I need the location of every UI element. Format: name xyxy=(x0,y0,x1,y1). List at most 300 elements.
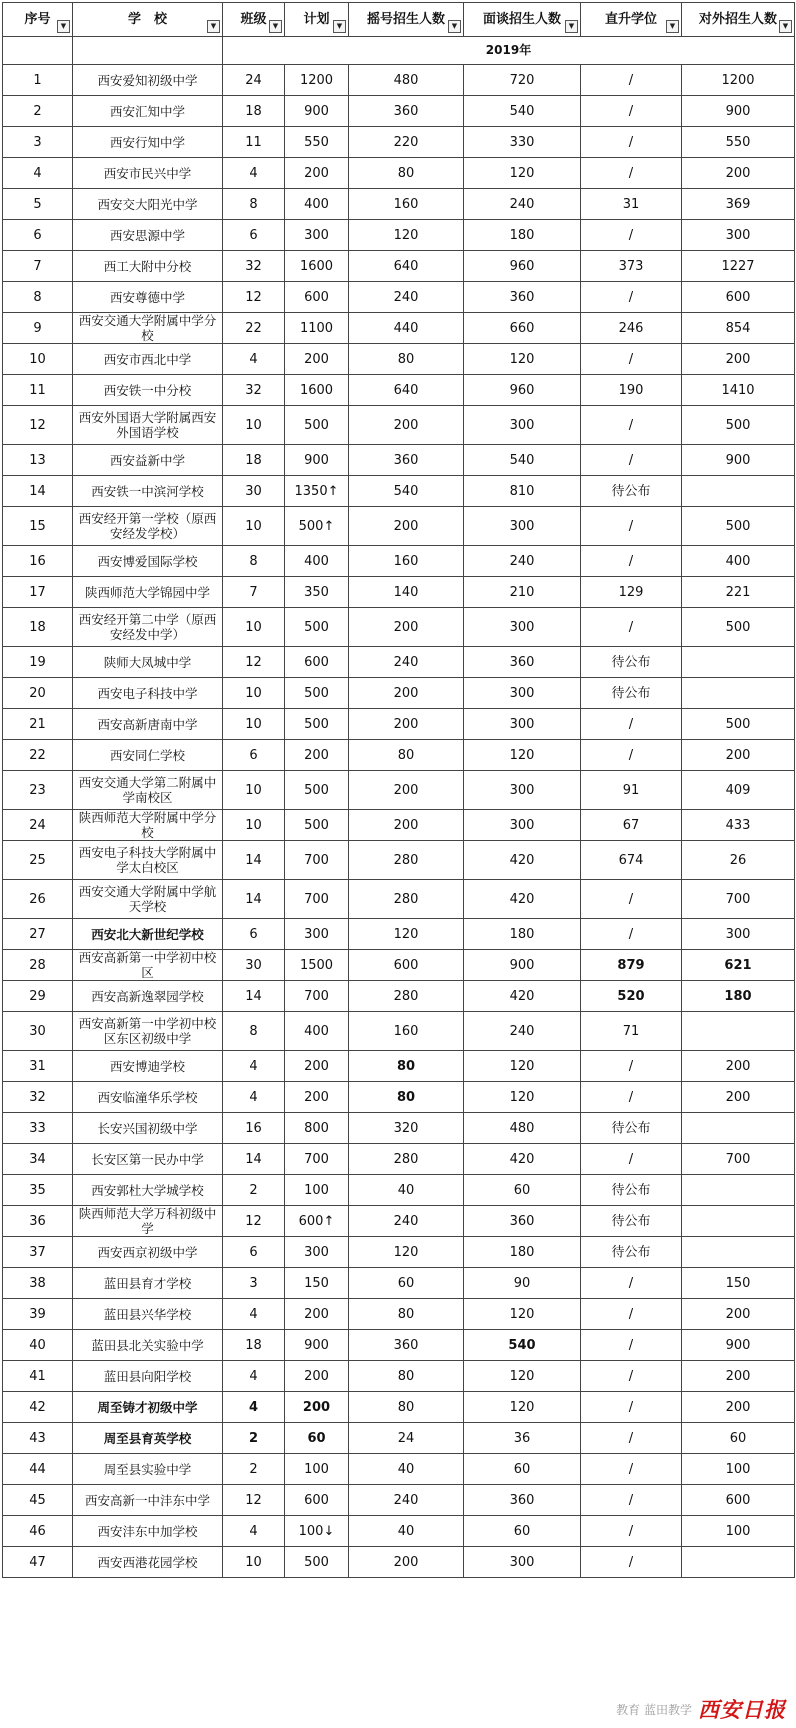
plan-cell[interactable]: 700 xyxy=(285,841,349,880)
external-enrollment-cell[interactable]: 100 xyxy=(682,1516,795,1547)
plan-cell[interactable]: 500 xyxy=(285,1547,349,1578)
row-number-cell[interactable]: 19 xyxy=(3,647,73,678)
direct-admission-cell[interactable]: / xyxy=(581,1516,682,1547)
plan-cell[interactable]: 1350↑ xyxy=(285,476,349,507)
interview-count-cell[interactable]: 180 xyxy=(464,919,581,950)
plan-cell[interactable]: 200 xyxy=(285,1392,349,1423)
external-enrollment-cell[interactable]: 200 xyxy=(682,740,795,771)
interview-count-cell[interactable]: 300 xyxy=(464,709,581,740)
interview-count-cell[interactable]: 300 xyxy=(464,406,581,445)
lottery-count-cell[interactable]: 60 xyxy=(349,1268,464,1299)
row-number-cell[interactable]: 45 xyxy=(3,1485,73,1516)
school-name-cell[interactable]: 西安经开第一学校（原西安经发学校） xyxy=(73,507,223,546)
school-name-cell[interactable]: 西安西京初级中学 xyxy=(73,1237,223,1268)
school-name-cell[interactable]: 西工大附中分校 xyxy=(73,251,223,282)
row-number-cell[interactable]: 9 xyxy=(3,313,73,344)
plan-cell[interactable]: 350 xyxy=(285,577,349,608)
lottery-count-cell[interactable]: 280 xyxy=(349,841,464,880)
lottery-count-cell[interactable]: 640 xyxy=(349,375,464,406)
row-number-cell[interactable]: 10 xyxy=(3,344,73,375)
interview-count-cell[interactable]: 180 xyxy=(464,220,581,251)
external-enrollment-cell[interactable]: 200 xyxy=(682,1051,795,1082)
direct-admission-cell[interactable]: / xyxy=(581,1268,682,1299)
class-count-cell[interactable]: 4 xyxy=(223,1051,285,1082)
class-count-cell[interactable]: 14 xyxy=(223,1144,285,1175)
direct-admission-cell[interactable]: / xyxy=(581,880,682,919)
filter-dropdown-icon[interactable]: ▼ xyxy=(666,20,679,33)
external-enrollment-cell[interactable]: 900 xyxy=(682,96,795,127)
class-count-cell[interactable]: 12 xyxy=(223,1485,285,1516)
row-number-cell[interactable]: 22 xyxy=(3,740,73,771)
plan-cell[interactable]: 500 xyxy=(285,810,349,841)
plan-cell[interactable]: 150 xyxy=(285,1268,349,1299)
lottery-count-cell[interactable]: 160 xyxy=(349,546,464,577)
class-count-cell[interactable]: 12 xyxy=(223,647,285,678)
plan-cell[interactable]: 200 xyxy=(285,1082,349,1113)
interview-count-cell[interactable]: 120 xyxy=(464,1299,581,1330)
plan-cell[interactable]: 500↑ xyxy=(285,507,349,546)
class-count-cell[interactable]: 11 xyxy=(223,127,285,158)
class-count-cell[interactable]: 6 xyxy=(223,1237,285,1268)
direct-admission-cell[interactable]: / xyxy=(581,546,682,577)
school-name-cell[interactable]: 周至县实验中学 xyxy=(73,1454,223,1485)
direct-admission-cell[interactable]: / xyxy=(581,740,682,771)
school-name-cell[interactable]: 西安同仁学校 xyxy=(73,740,223,771)
direct-admission-cell[interactable]: / xyxy=(581,1082,682,1113)
class-count-cell[interactable]: 22 xyxy=(223,313,285,344)
class-count-cell[interactable]: 12 xyxy=(223,1206,285,1237)
class-count-cell[interactable]: 2 xyxy=(223,1175,285,1206)
lottery-count-cell[interactable]: 200 xyxy=(349,406,464,445)
plan-cell[interactable]: 200 xyxy=(285,1361,349,1392)
plan-cell[interactable]: 600 xyxy=(285,647,349,678)
interview-count-cell[interactable]: 300 xyxy=(464,608,581,647)
plan-cell[interactable]: 400 xyxy=(285,1012,349,1051)
lottery-count-cell[interactable]: 280 xyxy=(349,880,464,919)
external-enrollment-cell[interactable]: 1227 xyxy=(682,251,795,282)
direct-admission-cell[interactable]: / xyxy=(581,1051,682,1082)
class-count-cell[interactable]: 4 xyxy=(223,1516,285,1547)
direct-admission-cell[interactable]: / xyxy=(581,220,682,251)
class-count-cell[interactable]: 4 xyxy=(223,1299,285,1330)
lottery-count-cell[interactable]: 640 xyxy=(349,251,464,282)
class-count-cell[interactable]: 32 xyxy=(223,251,285,282)
direct-admission-cell[interactable]: / xyxy=(581,507,682,546)
year-label[interactable]: 2019年 xyxy=(223,37,795,65)
row-number-cell[interactable]: 17 xyxy=(3,577,73,608)
lottery-count-cell[interactable]: 200 xyxy=(349,771,464,810)
interview-count-cell[interactable]: 60 xyxy=(464,1454,581,1485)
plan-cell[interactable]: 500 xyxy=(285,406,349,445)
row-number-cell[interactable]: 30 xyxy=(3,1012,73,1051)
row-number-cell[interactable]: 46 xyxy=(3,1516,73,1547)
plan-cell[interactable]: 200 xyxy=(285,344,349,375)
external-enrollment-cell[interactable]: 200 xyxy=(682,1392,795,1423)
external-enrollment-cell[interactable]: 700 xyxy=(682,1144,795,1175)
direct-admission-cell[interactable]: / xyxy=(581,1547,682,1578)
interview-count-cell[interactable]: 300 xyxy=(464,771,581,810)
school-name-cell[interactable]: 西安临潼华乐学校 xyxy=(73,1082,223,1113)
external-enrollment-cell[interactable]: 854 xyxy=(682,313,795,344)
school-name-cell[interactable]: 西安爱知初级中学 xyxy=(73,65,223,96)
row-number-cell[interactable]: 27 xyxy=(3,919,73,950)
lottery-count-cell[interactable]: 200 xyxy=(349,810,464,841)
class-count-cell[interactable]: 2 xyxy=(223,1454,285,1485)
filter-dropdown-icon[interactable]: ▼ xyxy=(779,20,792,33)
direct-admission-cell[interactable]: 67 xyxy=(581,810,682,841)
direct-admission-cell[interactable]: 91 xyxy=(581,771,682,810)
external-enrollment-cell[interactable]: 400 xyxy=(682,546,795,577)
row-number-cell[interactable]: 13 xyxy=(3,445,73,476)
school-name-cell[interactable]: 西安高新一中沣东中学 xyxy=(73,1485,223,1516)
external-enrollment-cell[interactable]: 150 xyxy=(682,1268,795,1299)
external-enrollment-cell[interactable] xyxy=(682,476,795,507)
row-number-cell[interactable]: 20 xyxy=(3,678,73,709)
class-count-cell[interactable]: 6 xyxy=(223,740,285,771)
class-count-cell[interactable]: 18 xyxy=(223,96,285,127)
plan-cell[interactable]: 900 xyxy=(285,1330,349,1361)
external-enrollment-cell[interactable]: 200 xyxy=(682,1082,795,1113)
external-enrollment-cell[interactable]: 100 xyxy=(682,1454,795,1485)
class-count-cell[interactable]: 14 xyxy=(223,981,285,1012)
plan-cell[interactable]: 200 xyxy=(285,1299,349,1330)
class-count-cell[interactable]: 7 xyxy=(223,577,285,608)
plan-cell[interactable]: 300 xyxy=(285,1237,349,1268)
direct-admission-cell[interactable]: / xyxy=(581,1392,682,1423)
lottery-count-cell[interactable]: 200 xyxy=(349,678,464,709)
lottery-count-cell[interactable]: 600 xyxy=(349,950,464,981)
lottery-count-cell[interactable]: 80 xyxy=(349,344,464,375)
filter-dropdown-icon[interactable]: ▼ xyxy=(448,20,461,33)
school-name-cell[interactable]: 西安郭杜大学城学校 xyxy=(73,1175,223,1206)
school-name-cell[interactable]: 西安铁一中滨河学校 xyxy=(73,476,223,507)
external-enrollment-cell[interactable]: 409 xyxy=(682,771,795,810)
interview-count-cell[interactable]: 810 xyxy=(464,476,581,507)
interview-count-cell[interactable]: 240 xyxy=(464,1012,581,1051)
plan-cell[interactable]: 100 xyxy=(285,1454,349,1485)
school-name-cell[interactable]: 西安博爱国际学校 xyxy=(73,546,223,577)
direct-admission-cell[interactable]: 待公布 xyxy=(581,476,682,507)
school-name-cell[interactable]: 西安思源中学 xyxy=(73,220,223,251)
interview-count-cell[interactable]: 60 xyxy=(464,1175,581,1206)
interview-count-cell[interactable]: 480 xyxy=(464,1113,581,1144)
plan-cell[interactable]: 300 xyxy=(285,220,349,251)
lottery-count-cell[interactable]: 120 xyxy=(349,220,464,251)
row-number-cell[interactable]: 7 xyxy=(3,251,73,282)
lottery-count-cell[interactable]: 240 xyxy=(349,1485,464,1516)
class-count-cell[interactable]: 6 xyxy=(223,919,285,950)
direct-admission-cell[interactable]: 879 xyxy=(581,950,682,981)
row-number-cell[interactable]: 47 xyxy=(3,1547,73,1578)
row-number-cell[interactable]: 32 xyxy=(3,1082,73,1113)
direct-admission-cell[interactable]: 71 xyxy=(581,1012,682,1051)
interview-count-cell[interactable]: 420 xyxy=(464,841,581,880)
class-count-cell[interactable]: 10 xyxy=(223,709,285,740)
school-name-cell[interactable]: 西安市民兴中学 xyxy=(73,158,223,189)
class-count-cell[interactable]: 2 xyxy=(223,1423,285,1454)
interview-count-cell[interactable]: 60 xyxy=(464,1516,581,1547)
interview-count-cell[interactable]: 120 xyxy=(464,344,581,375)
direct-admission-cell[interactable]: 待公布 xyxy=(581,1175,682,1206)
direct-admission-cell[interactable]: / xyxy=(581,96,682,127)
interview-count-cell[interactable]: 240 xyxy=(464,546,581,577)
row-number-cell[interactable]: 18 xyxy=(3,608,73,647)
school-name-cell[interactable]: 周至铸才初级中学 xyxy=(73,1392,223,1423)
direct-admission-cell[interactable]: 待公布 xyxy=(581,678,682,709)
blank-cell[interactable] xyxy=(73,37,223,65)
lottery-count-cell[interactable]: 280 xyxy=(349,1144,464,1175)
plan-cell[interactable]: 200 xyxy=(285,158,349,189)
class-count-cell[interactable]: 4 xyxy=(223,1392,285,1423)
row-number-cell[interactable]: 23 xyxy=(3,771,73,810)
interview-count-cell[interactable]: 120 xyxy=(464,1361,581,1392)
row-number-cell[interactable]: 14 xyxy=(3,476,73,507)
blank-cell[interactable] xyxy=(3,37,73,65)
school-name-cell[interactable]: 西安经开第二中学（原西安经发中学） xyxy=(73,608,223,647)
school-name-cell[interactable]: 西安交通大学附属中学航天学校 xyxy=(73,880,223,919)
filter-dropdown-icon[interactable]: ▼ xyxy=(207,20,220,33)
direct-admission-cell[interactable]: 246 xyxy=(581,313,682,344)
row-number-cell[interactable]: 24 xyxy=(3,810,73,841)
row-number-cell[interactable]: 6 xyxy=(3,220,73,251)
external-enrollment-cell[interactable]: 180 xyxy=(682,981,795,1012)
class-count-cell[interactable]: 14 xyxy=(223,880,285,919)
row-number-cell[interactable]: 16 xyxy=(3,546,73,577)
direct-admission-cell[interactable]: / xyxy=(581,1299,682,1330)
plan-cell[interactable]: 1200 xyxy=(285,65,349,96)
class-count-cell[interactable]: 8 xyxy=(223,1012,285,1051)
school-name-cell[interactable]: 西安益新中学 xyxy=(73,445,223,476)
external-enrollment-cell[interactable]: 500 xyxy=(682,406,795,445)
school-name-cell[interactable]: 西安高新第一中学初中校区 xyxy=(73,950,223,981)
external-enrollment-cell[interactable]: 300 xyxy=(682,919,795,950)
plan-cell[interactable]: 1100 xyxy=(285,313,349,344)
row-number-cell[interactable]: 36 xyxy=(3,1206,73,1237)
direct-admission-cell[interactable]: / xyxy=(581,65,682,96)
row-number-cell[interactable]: 44 xyxy=(3,1454,73,1485)
external-enrollment-cell[interactable]: 900 xyxy=(682,1330,795,1361)
plan-cell[interactable]: 600 xyxy=(285,1485,349,1516)
external-enrollment-cell[interactable] xyxy=(682,1547,795,1578)
interview-count-cell[interactable]: 420 xyxy=(464,1144,581,1175)
plan-cell[interactable]: 500 xyxy=(285,771,349,810)
external-enrollment-cell[interactable]: 1200 xyxy=(682,65,795,96)
row-number-cell[interactable]: 38 xyxy=(3,1268,73,1299)
school-name-cell[interactable]: 陕西师范大学锦园中学 xyxy=(73,577,223,608)
row-number-cell[interactable]: 4 xyxy=(3,158,73,189)
class-count-cell[interactable]: 10 xyxy=(223,810,285,841)
lottery-count-cell[interactable]: 360 xyxy=(349,445,464,476)
school-name-cell[interactable]: 蓝田县兴华学校 xyxy=(73,1299,223,1330)
row-number-cell[interactable]: 25 xyxy=(3,841,73,880)
interview-count-cell[interactable]: 90 xyxy=(464,1268,581,1299)
lottery-count-cell[interactable]: 200 xyxy=(349,709,464,740)
interview-count-cell[interactable]: 660 xyxy=(464,313,581,344)
filter-dropdown-icon[interactable]: ▼ xyxy=(269,20,282,33)
class-count-cell[interactable]: 10 xyxy=(223,771,285,810)
direct-admission-cell[interactable]: / xyxy=(581,919,682,950)
class-count-cell[interactable]: 10 xyxy=(223,1547,285,1578)
row-number-cell[interactable]: 26 xyxy=(3,880,73,919)
interview-count-cell[interactable]: 240 xyxy=(464,189,581,220)
direct-admission-cell[interactable]: / xyxy=(581,1423,682,1454)
interview-count-cell[interactable]: 120 xyxy=(464,740,581,771)
external-enrollment-cell[interactable]: 500 xyxy=(682,608,795,647)
interview-count-cell[interactable]: 180 xyxy=(464,1237,581,1268)
school-name-cell[interactable]: 西安沣东中加学校 xyxy=(73,1516,223,1547)
school-name-cell[interactable]: 西安交大阳光中学 xyxy=(73,189,223,220)
plan-cell[interactable]: 60 xyxy=(285,1423,349,1454)
filter-dropdown-icon[interactable]: ▼ xyxy=(565,20,578,33)
external-enrollment-cell[interactable]: 26 xyxy=(682,841,795,880)
lottery-count-cell[interactable]: 140 xyxy=(349,577,464,608)
school-name-cell[interactable]: 西安外国语大学附属西安外国语学校 xyxy=(73,406,223,445)
direct-admission-cell[interactable]: / xyxy=(581,445,682,476)
direct-admission-cell[interactable]: / xyxy=(581,1361,682,1392)
lottery-count-cell[interactable]: 200 xyxy=(349,1547,464,1578)
class-count-cell[interactable]: 8 xyxy=(223,189,285,220)
lottery-count-cell[interactable]: 80 xyxy=(349,740,464,771)
external-enrollment-cell[interactable]: 200 xyxy=(682,1361,795,1392)
school-name-cell[interactable]: 西安尊德中学 xyxy=(73,282,223,313)
interview-count-cell[interactable]: 900 xyxy=(464,950,581,981)
external-enrollment-cell[interactable]: 200 xyxy=(682,344,795,375)
interview-count-cell[interactable]: 120 xyxy=(464,158,581,189)
lottery-count-cell[interactable]: 80 xyxy=(349,1051,464,1082)
row-number-cell[interactable]: 35 xyxy=(3,1175,73,1206)
class-count-cell[interactable]: 8 xyxy=(223,546,285,577)
lottery-count-cell[interactable]: 200 xyxy=(349,608,464,647)
plan-cell[interactable]: 200 xyxy=(285,1051,349,1082)
lottery-count-cell[interactable]: 40 xyxy=(349,1175,464,1206)
external-enrollment-cell[interactable]: 500 xyxy=(682,709,795,740)
row-number-cell[interactable]: 42 xyxy=(3,1392,73,1423)
lottery-count-cell[interactable]: 40 xyxy=(349,1516,464,1547)
school-name-cell[interactable]: 西安高新逸翠园学校 xyxy=(73,981,223,1012)
interview-count-cell[interactable]: 300 xyxy=(464,1547,581,1578)
lottery-count-cell[interactable]: 360 xyxy=(349,96,464,127)
plan-cell[interactable]: 400 xyxy=(285,189,349,220)
interview-count-cell[interactable]: 720 xyxy=(464,65,581,96)
lottery-count-cell[interactable]: 240 xyxy=(349,647,464,678)
direct-admission-cell[interactable]: 674 xyxy=(581,841,682,880)
interview-count-cell[interactable]: 360 xyxy=(464,1206,581,1237)
external-enrollment-cell[interactable] xyxy=(682,1012,795,1051)
plan-cell[interactable]: 550 xyxy=(285,127,349,158)
external-enrollment-cell[interactable]: 60 xyxy=(682,1423,795,1454)
direct-admission-cell[interactable]: / xyxy=(581,1485,682,1516)
interview-count-cell[interactable]: 210 xyxy=(464,577,581,608)
lottery-count-cell[interactable]: 80 xyxy=(349,158,464,189)
direct-admission-cell[interactable]: 待公布 xyxy=(581,1206,682,1237)
row-number-cell[interactable]: 11 xyxy=(3,375,73,406)
class-count-cell[interactable]: 4 xyxy=(223,344,285,375)
interview-count-cell[interactable]: 960 xyxy=(464,375,581,406)
class-count-cell[interactable]: 14 xyxy=(223,841,285,880)
school-name-cell[interactable]: 西安交通大学第二附属中学南校区 xyxy=(73,771,223,810)
direct-admission-cell[interactable]: / xyxy=(581,1330,682,1361)
plan-cell[interactable]: 200 xyxy=(285,740,349,771)
lottery-count-cell[interactable]: 80 xyxy=(349,1299,464,1330)
lottery-count-cell[interactable]: 24 xyxy=(349,1423,464,1454)
plan-cell[interactable]: 900 xyxy=(285,445,349,476)
plan-cell[interactable]: 300 xyxy=(285,919,349,950)
class-count-cell[interactable]: 10 xyxy=(223,507,285,546)
class-count-cell[interactable]: 30 xyxy=(223,950,285,981)
plan-cell[interactable]: 500 xyxy=(285,709,349,740)
class-count-cell[interactable]: 6 xyxy=(223,220,285,251)
filter-dropdown-icon[interactable]: ▼ xyxy=(333,20,346,33)
school-name-cell[interactable]: 西安交通大学附属中学分校 xyxy=(73,313,223,344)
direct-admission-cell[interactable]: 待公布 xyxy=(581,647,682,678)
plan-cell[interactable]: 800 xyxy=(285,1113,349,1144)
school-name-cell[interactable]: 蓝田县育才学校 xyxy=(73,1268,223,1299)
direct-admission-cell[interactable]: / xyxy=(581,608,682,647)
lottery-count-cell[interactable]: 540 xyxy=(349,476,464,507)
plan-cell[interactable]: 1600 xyxy=(285,375,349,406)
row-number-cell[interactable]: 1 xyxy=(3,65,73,96)
plan-cell[interactable]: 1600 xyxy=(285,251,349,282)
class-count-cell[interactable]: 32 xyxy=(223,375,285,406)
class-count-cell[interactable]: 4 xyxy=(223,158,285,189)
lottery-count-cell[interactable]: 80 xyxy=(349,1392,464,1423)
lottery-count-cell[interactable]: 80 xyxy=(349,1082,464,1113)
interview-count-cell[interactable]: 300 xyxy=(464,810,581,841)
school-name-cell[interactable]: 陕西师范大学万科初级中学 xyxy=(73,1206,223,1237)
external-enrollment-cell[interactable]: 221 xyxy=(682,577,795,608)
direct-admission-cell[interactable]: 373 xyxy=(581,251,682,282)
lottery-count-cell[interactable]: 360 xyxy=(349,1330,464,1361)
school-name-cell[interactable]: 长安区第一民办中学 xyxy=(73,1144,223,1175)
school-name-cell[interactable]: 西安汇知中学 xyxy=(73,96,223,127)
school-name-cell[interactable]: 西安电子科技大学附属中学太白校区 xyxy=(73,841,223,880)
external-enrollment-cell[interactable]: 700 xyxy=(682,880,795,919)
external-enrollment-cell[interactable]: 550 xyxy=(682,127,795,158)
plan-cell[interactable]: 700 xyxy=(285,981,349,1012)
plan-cell[interactable]: 900 xyxy=(285,96,349,127)
school-name-cell[interactable]: 西安高新第一中学初中校区东区初级中学 xyxy=(73,1012,223,1051)
interview-count-cell[interactable]: 360 xyxy=(464,647,581,678)
school-name-cell[interactable]: 陕师大凤城中学 xyxy=(73,647,223,678)
row-number-cell[interactable]: 15 xyxy=(3,507,73,546)
filter-dropdown-icon[interactable]: ▼ xyxy=(57,20,70,33)
row-number-cell[interactable]: 31 xyxy=(3,1051,73,1082)
row-number-cell[interactable]: 28 xyxy=(3,950,73,981)
school-name-cell[interactable]: 西安博迪学校 xyxy=(73,1051,223,1082)
direct-admission-cell[interactable]: / xyxy=(581,406,682,445)
interview-count-cell[interactable]: 540 xyxy=(464,96,581,127)
plan-cell[interactable]: 100 xyxy=(285,1175,349,1206)
school-name-cell[interactable]: 蓝田县北关实验中学 xyxy=(73,1330,223,1361)
external-enrollment-cell[interactable]: 200 xyxy=(682,1299,795,1330)
external-enrollment-cell[interactable]: 621 xyxy=(682,950,795,981)
direct-admission-cell[interactable]: / xyxy=(581,127,682,158)
plan-cell[interactable]: 400 xyxy=(285,546,349,577)
class-count-cell[interactable]: 10 xyxy=(223,406,285,445)
school-name-cell[interactable]: 西安西港花园学校 xyxy=(73,1547,223,1578)
school-name-cell[interactable]: 西安市西北中学 xyxy=(73,344,223,375)
external-enrollment-cell[interactable] xyxy=(682,647,795,678)
external-enrollment-cell[interactable]: 200 xyxy=(682,158,795,189)
plan-cell[interactable]: 1500 xyxy=(285,950,349,981)
external-enrollment-cell[interactable] xyxy=(682,1113,795,1144)
lottery-count-cell[interactable]: 80 xyxy=(349,1361,464,1392)
external-enrollment-cell[interactable] xyxy=(682,1237,795,1268)
lottery-count-cell[interactable]: 240 xyxy=(349,1206,464,1237)
direct-admission-cell[interactable]: / xyxy=(581,709,682,740)
interview-count-cell[interactable]: 300 xyxy=(464,507,581,546)
interview-count-cell[interactable]: 36 xyxy=(464,1423,581,1454)
